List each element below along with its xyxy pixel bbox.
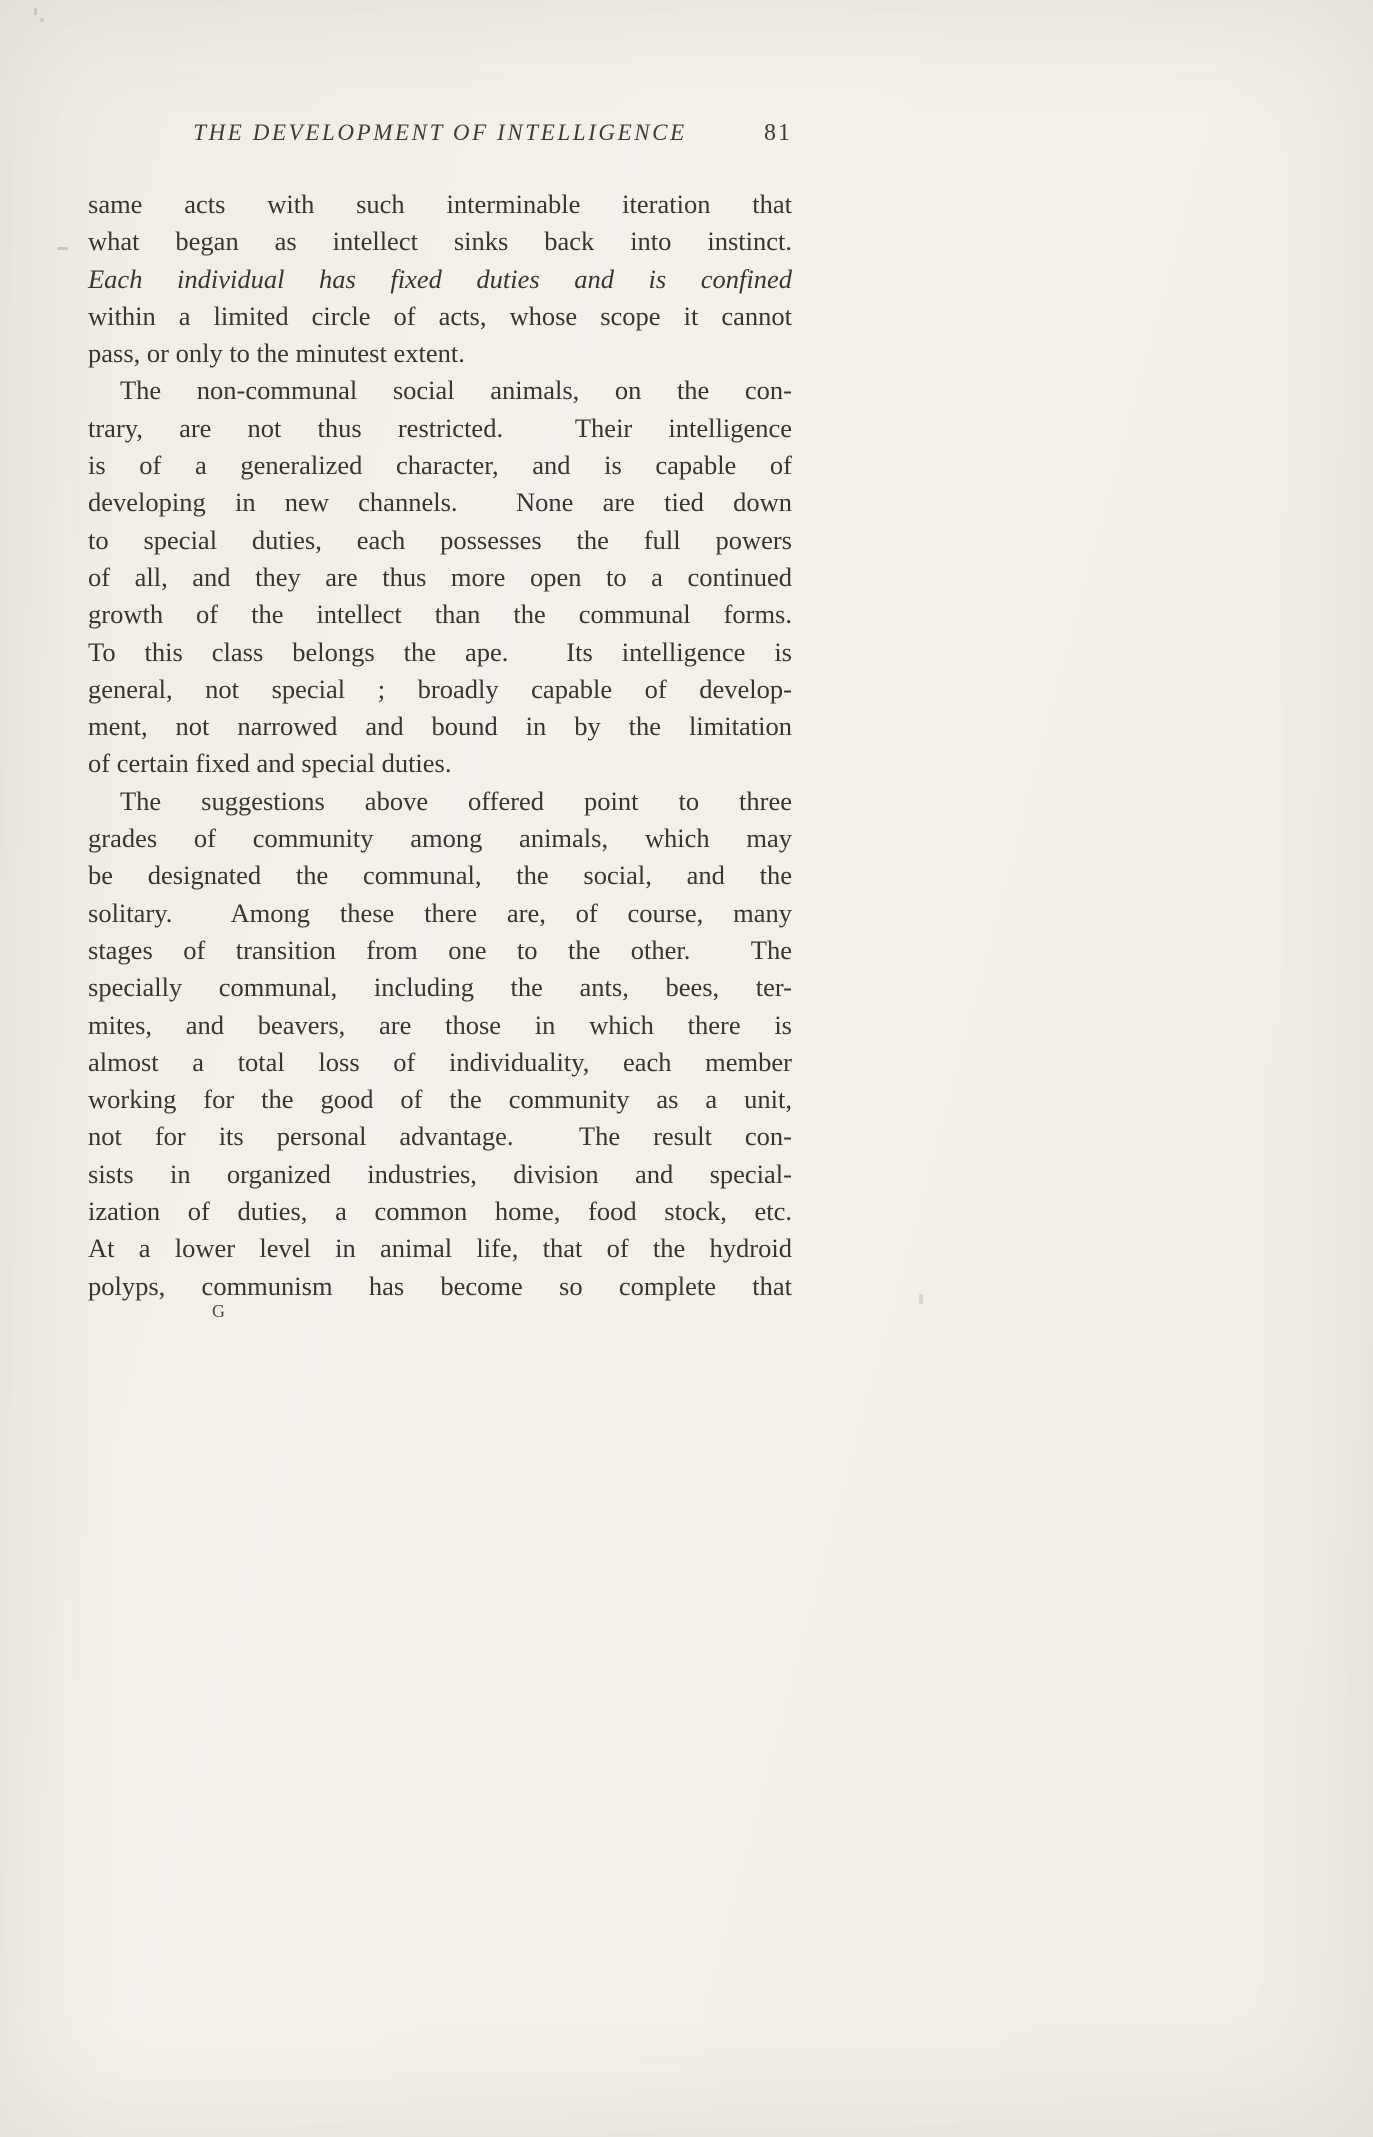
signature-mark: G <box>212 1301 226 1321</box>
text-line: Each individual has fixed duties and is confined <box>88 263 792 294</box>
scan-artifact <box>919 1294 923 1304</box>
text-line: To this class belongs the ape. Its intelligence is <box>88 636 792 667</box>
text-line: working for the good of the community as a unit, <box>88 1084 792 1115</box>
text-line: trary, are not thus restricted. Their intelligence <box>88 412 792 443</box>
text-line: general, not special ; broadly capable of develop- <box>88 673 792 704</box>
text-line: what began as intellect sinks back into instinct. <box>88 226 792 257</box>
text-line: specially communal, including the ants, bees, ter- <box>88 972 792 1003</box>
page-header-title: THE DEVELOPMENT OF INTELLIGENCE <box>193 120 687 145</box>
text-line: within a limited circle of acts, whose scope it cannot <box>88 300 792 331</box>
text-line: polyps, communism has become so complete that <box>88 1270 792 1301</box>
text-line: sists in organized industries, division and special- <box>88 1158 792 1189</box>
page-number: 81 <box>764 120 792 146</box>
scan-artifact <box>40 18 44 22</box>
text-line: solitary. Among these there are, of course, many <box>88 897 792 928</box>
text-line: grades of community among animals, which may <box>88 823 792 854</box>
text-line: growth of the intellect than the communal forms. <box>88 599 792 630</box>
text-line: same acts with such interminable iteration that <box>88 189 792 219</box>
text-line: of all, and they are thus more open to a continued <box>88 561 792 592</box>
text-line: At a lower level in animal life, that of the hydroid <box>88 1233 792 1264</box>
scan-artifact <box>57 247 68 250</box>
body-text <box>88 186 792 1305</box>
scan-artifact <box>34 8 37 15</box>
text-line: pass, or only to the minutest extent. <box>88 338 465 369</box>
text-line: be designated the communal, the social, and the <box>88 860 792 891</box>
text-line: ization of duties, a common home, food stock, etc. <box>88 1196 792 1227</box>
text-line: stages of transition from one to the other. The <box>88 934 792 965</box>
text-line: is of a generalized character, and is capable of <box>88 450 792 481</box>
text-line: to special duties, each possesses the full powers <box>88 524 792 555</box>
text-line: of certain fixed and special duties. <box>88 748 452 779</box>
text-line: almost a total loss of individuality, each member <box>88 1046 792 1077</box>
text-line: developing in new channels. None are tied down <box>88 487 792 518</box>
text-line: The non-communal social animals, on the con- <box>120 375 792 406</box>
text-line: The suggestions above offered point to three <box>120 785 792 816</box>
text-line: ment, not narrowed and bound in by the limitation <box>88 711 792 742</box>
running-head <box>88 120 792 156</box>
text-line: mites, and beavers, are those in which there is <box>88 1009 792 1040</box>
text-line: not for its personal advantage. The result con- <box>88 1121 792 1152</box>
